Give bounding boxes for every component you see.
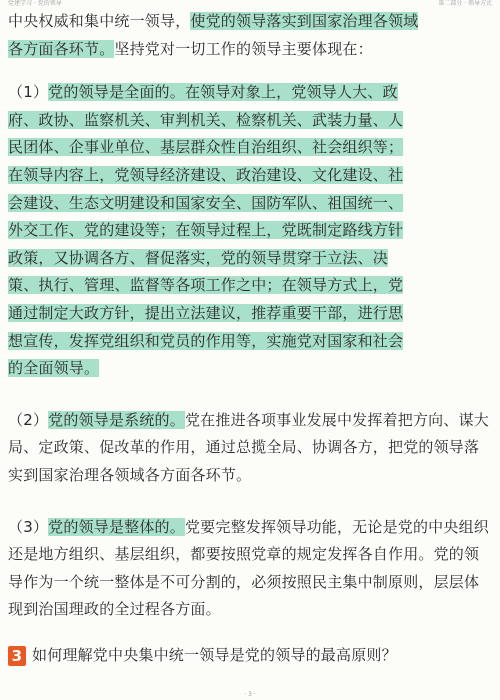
paragraph-3-highlight: 党的领导是整体的。 <box>48 517 185 536</box>
intro-line1: 中央权威和集中统一领导， <box>8 12 191 30</box>
paragraph-1-line: 府、政协、监察机关、审判机关、检察机关、武装力量、人 <box>8 110 404 129</box>
header-left: 党建学习 · 党的领导 <box>8 0 62 7</box>
question-text: 如何理解党中央集中统一领导是党的领导的最高原则？ <box>32 645 397 664</box>
header-right: 第二部分 · 领导方式 <box>438 0 492 7</box>
intro-paragraph <box>8 8 492 63</box>
question-number-badge: 3 <box>8 646 26 666</box>
paragraph-1 <box>8 79 492 383</box>
paragraph-2-number: （2） <box>8 410 49 429</box>
paragraph-3-number: （3） <box>8 517 49 536</box>
paragraph-1-line: 党的领导是全面的。在领导对象上，党领导人大、政 <box>48 83 398 102</box>
paragraph-2-text: 党在推进各项事业发展中发挥着把方向、谋大局、定政策、促改革的作用，通过总揽全局、协调各方，把党的领导落实到国家治理各领域各方面各环节。 <box>8 410 489 484</box>
paragraph-1-line: 想宣传，发挥党组织和党员的作用等，实施党对国家和社会 <box>8 331 404 350</box>
page-footer <box>0 690 500 700</box>
paragraph-1-line: 通过制定大政方针，提出立法建议，推荐重要干部，进行思 <box>8 303 404 322</box>
intro-line2: 坚持党对一切工作的领导主要体现在： <box>114 39 373 58</box>
paragraph-1-line: 策、执行、管理、监督等各项工作之中；在领导方式上，党 <box>8 276 404 295</box>
page-header <box>0 0 500 8</box>
intro-line1-highlight: 使党的领导落实到国家治理各领域 <box>190 12 419 30</box>
paragraph-1-line: 在领导内容上，党领导经济建设、政治建设、文化建设、社 <box>8 165 404 184</box>
question-heading <box>8 642 492 670</box>
paragraph-3-text: 党要完整发挥领导功能，无论是党的中央组织还是地方组织、基层组织，都要按照党章的规定发挥各自作用。党的领导作为一个统一整体是不可分割的，必须按照民主集中制原则，层层体现到治国理政的全过程各方面。 <box>8 517 489 619</box>
page-number: · 3 · <box>244 691 256 698</box>
intro-line2-highlight: 各方面各环节。 <box>8 39 115 58</box>
paragraph-2 <box>8 407 492 490</box>
paragraph-2-highlight: 党的领导是系统的。 <box>48 410 185 429</box>
document-body <box>8 8 492 669</box>
paragraph-1-line: 的全面领导。 <box>8 359 100 378</box>
paragraph-1-line: 外交工作、党的建设等；在领导过程上，党既制定路线方针 <box>8 221 404 240</box>
paragraph-1-number: （1） <box>8 83 49 102</box>
paragraph-1-line: 政策，又协调各方、督促落实，党的领导贯穿于立法、决 <box>8 248 389 267</box>
paragraph-3 <box>8 514 492 624</box>
paragraph-1-line: 会建设、生态文明建设和国家安全、国防军队、祖国统一、 <box>8 193 404 212</box>
paragraph-1-line: 民团体、企事业单位、基层群众性自治组织、社会组织等； <box>8 138 404 157</box>
